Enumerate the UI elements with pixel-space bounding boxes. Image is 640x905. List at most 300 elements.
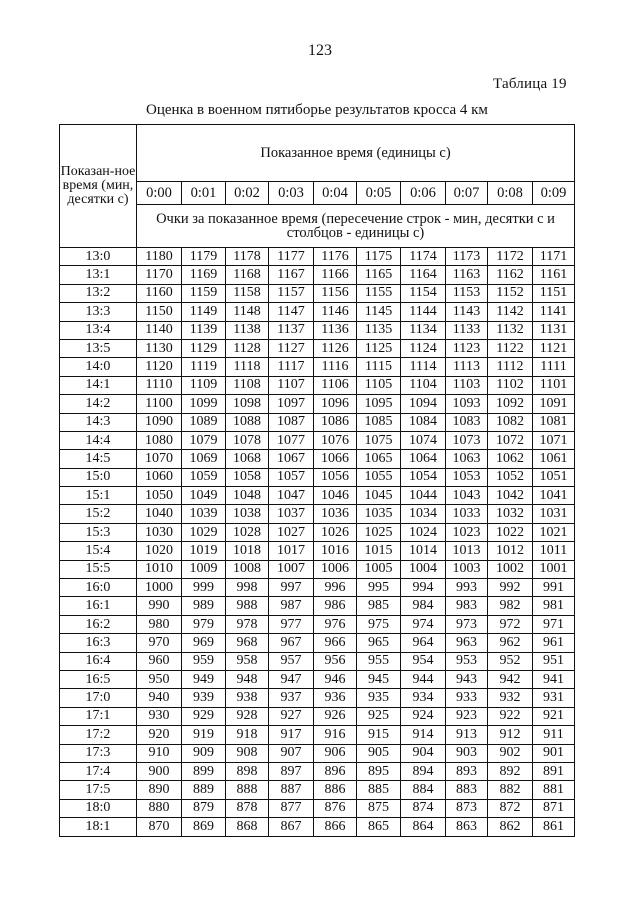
score-cell: 1064 [401, 450, 446, 468]
score-cell: 1004 [401, 560, 446, 578]
table-row [60, 634, 575, 652]
score-cell: 993 [446, 579, 488, 597]
score-cell: 1078 [226, 431, 269, 449]
score-cell: 889 [182, 781, 226, 799]
score-cell: 1130 [137, 339, 182, 357]
score-cell: 1033 [446, 505, 488, 523]
score-cell: 1050 [137, 487, 182, 505]
table-row [60, 303, 575, 321]
score-cell: 1019 [182, 542, 226, 560]
score-cell: 871 [533, 799, 575, 817]
score-cell: 904 [401, 744, 446, 762]
table-row [60, 487, 575, 505]
score-cell: 1030 [137, 523, 182, 541]
score-cell: 1003 [446, 560, 488, 578]
score-cell: 861 [533, 818, 575, 836]
score-cell: 905 [357, 744, 401, 762]
score-cell: 978 [226, 615, 269, 633]
score-cell: 1029 [182, 523, 226, 541]
score-cell: 992 [488, 579, 533, 597]
score-cell: 1000 [137, 579, 182, 597]
score-cell: 1160 [137, 284, 182, 302]
score-cell: 1136 [314, 321, 357, 339]
column-header: 0:09 [533, 182, 575, 205]
row-label: 13:4 [60, 321, 137, 339]
score-cell: 1116 [314, 358, 357, 376]
score-cell: 949 [182, 670, 226, 688]
score-cell: 1099 [182, 395, 226, 413]
score-cell: 971 [533, 615, 575, 633]
score-cell: 1115 [357, 358, 401, 376]
score-cell: 952 [488, 652, 533, 670]
score-cell: 963 [446, 634, 488, 652]
score-cell: 1148 [226, 303, 269, 321]
score-cell: 1112 [488, 358, 533, 376]
score-cell: 942 [488, 670, 533, 688]
score-cell: 878 [226, 799, 269, 817]
score-cell: 1174 [401, 248, 446, 266]
score-cell: 1114 [401, 358, 446, 376]
score-cell: 899 [182, 762, 226, 780]
score-cell: 1154 [401, 284, 446, 302]
score-cell: 925 [357, 707, 401, 725]
score-cell: 1077 [269, 431, 314, 449]
score-cell: 974 [401, 615, 446, 633]
score-cell: 881 [533, 781, 575, 799]
score-cell: 863 [446, 818, 488, 836]
score-cell: 891 [533, 762, 575, 780]
score-cell: 950 [137, 670, 182, 688]
score-cell: 1101 [533, 376, 575, 394]
score-cell: 907 [269, 744, 314, 762]
score-cell: 1151 [533, 284, 575, 302]
score-cell: 946 [314, 670, 357, 688]
row-label: 16:3 [60, 634, 137, 652]
score-cell: 1088 [226, 413, 269, 431]
score-cell: 917 [269, 726, 314, 744]
score-cell: 906 [314, 744, 357, 762]
score-cell: 1028 [226, 523, 269, 541]
score-cell: 1163 [446, 266, 488, 284]
score-cell: 1169 [182, 266, 226, 284]
table-row [60, 450, 575, 468]
score-cell: 1153 [446, 284, 488, 302]
score-cell: 911 [533, 726, 575, 744]
score-cell: 1170 [137, 266, 182, 284]
row-label: 18:0 [60, 799, 137, 817]
score-cell: 1069 [182, 450, 226, 468]
score-cell: 982 [488, 597, 533, 615]
score-cell: 1155 [357, 284, 401, 302]
row-label: 14:5 [60, 450, 137, 468]
score-cell: 1075 [357, 431, 401, 449]
score-cell: 1002 [488, 560, 533, 578]
row-label: 16:1 [60, 597, 137, 615]
score-cell: 1144 [401, 303, 446, 321]
score-cell: 1017 [269, 542, 314, 560]
score-cell: 1127 [269, 339, 314, 357]
score-cell: 958 [226, 652, 269, 670]
score-cell: 1062 [488, 450, 533, 468]
score-cell: 909 [182, 744, 226, 762]
score-cell: 883 [446, 781, 488, 799]
score-cell: 1021 [533, 523, 575, 541]
score-cell: 1124 [401, 339, 446, 357]
score-cell: 919 [182, 726, 226, 744]
score-cell: 892 [488, 762, 533, 780]
score-cell: 1119 [182, 358, 226, 376]
score-cell: 1172 [488, 248, 533, 266]
score-cell: 864 [401, 818, 446, 836]
score-cell: 996 [314, 579, 357, 597]
table-row [60, 523, 575, 541]
score-cell: 1121 [533, 339, 575, 357]
score-cell: 1138 [226, 321, 269, 339]
table-row [60, 542, 575, 560]
row-label: 14:0 [60, 358, 137, 376]
score-cell: 924 [401, 707, 446, 725]
score-cell: 1141 [533, 303, 575, 321]
score-cell: 1162 [488, 266, 533, 284]
score-cell: 1054 [401, 468, 446, 486]
score-cell: 968 [226, 634, 269, 652]
score-cell: 1175 [357, 248, 401, 266]
score-cell: 1111 [533, 358, 575, 376]
score-cell: 872 [488, 799, 533, 817]
row-label: 17:5 [60, 781, 137, 799]
table-row [60, 560, 575, 578]
row-label: 15:5 [60, 560, 137, 578]
score-cell: 1032 [488, 505, 533, 523]
score-cell: 981 [533, 597, 575, 615]
score-cell: 1133 [446, 321, 488, 339]
score-cell: 988 [226, 597, 269, 615]
score-cell: 1067 [269, 450, 314, 468]
table-row [60, 358, 575, 376]
score-cell: 880 [137, 799, 182, 817]
row-label: 14:1 [60, 376, 137, 394]
score-cell: 1026 [314, 523, 357, 541]
row-label: 15:2 [60, 505, 137, 523]
row-label: 16:2 [60, 615, 137, 633]
score-cell: 930 [137, 707, 182, 725]
score-cell: 955 [357, 652, 401, 670]
row-label: 13:5 [60, 339, 137, 357]
score-cell: 1110 [137, 376, 182, 394]
score-cell: 912 [488, 726, 533, 744]
score-cell: 985 [357, 597, 401, 615]
score-cell: 885 [357, 781, 401, 799]
row-label: 17:2 [60, 726, 137, 744]
table-row [60, 597, 575, 615]
score-cell: 1104 [401, 376, 446, 394]
table-row [60, 468, 575, 486]
row-label: 14:3 [60, 413, 137, 431]
score-cell: 986 [314, 597, 357, 615]
score-cell: 976 [314, 615, 357, 633]
table-row [60, 284, 575, 302]
score-cell: 895 [357, 762, 401, 780]
score-cell: 1031 [533, 505, 575, 523]
score-cell: 1006 [314, 560, 357, 578]
score-cell: 922 [488, 707, 533, 725]
score-cell: 1060 [137, 468, 182, 486]
table-row [60, 615, 575, 633]
score-cell: 1150 [137, 303, 182, 321]
score-cell: 1043 [446, 487, 488, 505]
table-row [60, 799, 575, 817]
score-cell: 1074 [401, 431, 446, 449]
score-cell: 1132 [488, 321, 533, 339]
score-cell: 1013 [446, 542, 488, 560]
score-cell: 1091 [533, 395, 575, 413]
score-cell: 979 [182, 615, 226, 633]
score-cell: 980 [137, 615, 182, 633]
score-cell: 984 [401, 597, 446, 615]
table-row [60, 376, 575, 394]
score-cell: 987 [269, 597, 314, 615]
score-cell: 932 [488, 689, 533, 707]
points-header: Очки за показанное время (пересечение строк - мин, десятки с и столбцов - единицы с) [137, 205, 575, 248]
score-cell: 1094 [401, 395, 446, 413]
score-cell: 1166 [314, 266, 357, 284]
column-header: 0:05 [357, 182, 401, 205]
row-label: 16:4 [60, 652, 137, 670]
score-cell: 1139 [182, 321, 226, 339]
score-cell: 1106 [314, 376, 357, 394]
score-cell: 1179 [182, 248, 226, 266]
score-cell: 1177 [269, 248, 314, 266]
score-cell: 937 [269, 689, 314, 707]
score-cell: 1125 [357, 339, 401, 357]
table-row [60, 781, 575, 799]
row-label: 13:2 [60, 284, 137, 302]
score-cell: 1089 [182, 413, 226, 431]
score-cell: 1095 [357, 395, 401, 413]
table-label: Таблица 19 [493, 76, 567, 92]
score-cell: 884 [401, 781, 446, 799]
score-cell: 1084 [401, 413, 446, 431]
score-cell: 931 [533, 689, 575, 707]
score-cell: 1048 [226, 487, 269, 505]
score-cell: 945 [357, 670, 401, 688]
score-cell: 935 [357, 689, 401, 707]
score-cell: 961 [533, 634, 575, 652]
score-cell: 1129 [182, 339, 226, 357]
score-cell: 1020 [137, 542, 182, 560]
score-cell: 1016 [314, 542, 357, 560]
score-cell: 1008 [226, 560, 269, 578]
score-cell: 1098 [226, 395, 269, 413]
column-header: 0:00 [137, 182, 182, 205]
score-cell: 1040 [137, 505, 182, 523]
score-cell: 960 [137, 652, 182, 670]
score-cell: 914 [401, 726, 446, 744]
score-cell: 890 [137, 781, 182, 799]
table-row [60, 818, 575, 836]
score-cell: 1117 [269, 358, 314, 376]
score-cell: 867 [269, 818, 314, 836]
score-cell: 1070 [137, 450, 182, 468]
score-cell: 994 [401, 579, 446, 597]
score-cell: 874 [401, 799, 446, 817]
score-cell: 1131 [533, 321, 575, 339]
row-label: 16:0 [60, 579, 137, 597]
score-cell: 983 [446, 597, 488, 615]
score-cell: 928 [226, 707, 269, 725]
table-row [60, 689, 575, 707]
score-cell: 999 [182, 579, 226, 597]
score-cell: 989 [182, 597, 226, 615]
score-cell: 990 [137, 597, 182, 615]
table-row [60, 431, 575, 449]
column-header-row [60, 182, 575, 205]
column-header: 0:08 [488, 182, 533, 205]
score-cell: 1015 [357, 542, 401, 560]
score-cell: 1049 [182, 487, 226, 505]
score-cell: 1071 [533, 431, 575, 449]
table-body [60, 248, 575, 837]
score-cell: 957 [269, 652, 314, 670]
row-label: 17:4 [60, 762, 137, 780]
score-cell: 1027 [269, 523, 314, 541]
score-cell: 970 [137, 634, 182, 652]
score-cell: 913 [446, 726, 488, 744]
score-cell: 947 [269, 670, 314, 688]
table-row [60, 670, 575, 688]
score-cell: 902 [488, 744, 533, 762]
score-cell: 966 [314, 634, 357, 652]
score-cell: 888 [226, 781, 269, 799]
score-cell: 944 [401, 670, 446, 688]
score-cell: 1045 [357, 487, 401, 505]
score-cell: 1092 [488, 395, 533, 413]
score-cell: 1001 [533, 560, 575, 578]
score-cell: 1018 [226, 542, 269, 560]
score-cell: 1135 [357, 321, 401, 339]
score-cell: 886 [314, 781, 357, 799]
score-cell: 1057 [269, 468, 314, 486]
score-cell: 1007 [269, 560, 314, 578]
score-cell: 956 [314, 652, 357, 670]
score-cell: 893 [446, 762, 488, 780]
score-cell: 866 [314, 818, 357, 836]
score-cell: 916 [314, 726, 357, 744]
score-cell: 929 [182, 707, 226, 725]
score-cell: 1086 [314, 413, 357, 431]
score-cell: 1164 [401, 266, 446, 284]
score-cell: 1140 [137, 321, 182, 339]
score-cell: 967 [269, 634, 314, 652]
score-cell: 908 [226, 744, 269, 762]
score-cell: 1120 [137, 358, 182, 376]
row-label: 15:1 [60, 487, 137, 505]
row-label: 15:3 [60, 523, 137, 541]
score-cell: 1079 [182, 431, 226, 449]
score-cell: 962 [488, 634, 533, 652]
score-cell: 1090 [137, 413, 182, 431]
score-cell: 1158 [226, 284, 269, 302]
table-row [60, 707, 575, 725]
score-cell: 1152 [488, 284, 533, 302]
score-cell: 1093 [446, 395, 488, 413]
score-cell: 1096 [314, 395, 357, 413]
score-cell: 1023 [446, 523, 488, 541]
score-cell: 868 [226, 818, 269, 836]
score-cell: 964 [401, 634, 446, 652]
score-cell: 1100 [137, 395, 182, 413]
score-cell: 915 [357, 726, 401, 744]
row-label: 14:4 [60, 431, 137, 449]
score-cell: 1039 [182, 505, 226, 523]
score-cell: 1102 [488, 376, 533, 394]
row-label: 15:0 [60, 468, 137, 486]
score-cell: 991 [533, 579, 575, 597]
table-row [60, 413, 575, 431]
score-cell: 1082 [488, 413, 533, 431]
score-cell: 1081 [533, 413, 575, 431]
score-cell: 1073 [446, 431, 488, 449]
score-cell: 1036 [314, 505, 357, 523]
score-cell: 1012 [488, 542, 533, 560]
score-cell: 1042 [488, 487, 533, 505]
score-cell: 951 [533, 652, 575, 670]
score-cell: 927 [269, 707, 314, 725]
score-cell: 995 [357, 579, 401, 597]
score-cell: 1178 [226, 248, 269, 266]
score-cell: 1022 [488, 523, 533, 541]
score-cell: 969 [182, 634, 226, 652]
row-label: 17:0 [60, 689, 137, 707]
score-cell: 901 [533, 744, 575, 762]
row-label: 17:3 [60, 744, 137, 762]
score-cell: 1080 [137, 431, 182, 449]
score-cell: 939 [182, 689, 226, 707]
row-header: Показан-ное время (мин, десятки с) [60, 125, 137, 248]
score-cell: 1176 [314, 248, 357, 266]
score-cell: 1161 [533, 266, 575, 284]
score-cell: 1066 [314, 450, 357, 468]
score-table [59, 124, 575, 837]
page-number: 123 [308, 42, 332, 59]
score-cell: 894 [401, 762, 446, 780]
score-cell: 1009 [182, 560, 226, 578]
score-cell: 1055 [357, 468, 401, 486]
score-cell: 1126 [314, 339, 357, 357]
score-cell: 1053 [446, 468, 488, 486]
score-cell: 1035 [357, 505, 401, 523]
score-cell: 1118 [226, 358, 269, 376]
score-cell: 1065 [357, 450, 401, 468]
column-header: 0:01 [182, 182, 226, 205]
score-cell: 923 [446, 707, 488, 725]
table-row [60, 726, 575, 744]
score-cell: 938 [226, 689, 269, 707]
score-cell: 975 [357, 615, 401, 633]
score-cell: 1058 [226, 468, 269, 486]
score-cell: 882 [488, 781, 533, 799]
score-cell: 977 [269, 615, 314, 633]
score-cell: 887 [269, 781, 314, 799]
row-label: 13:0 [60, 248, 137, 266]
score-cell: 1134 [401, 321, 446, 339]
score-cell: 1052 [488, 468, 533, 486]
score-cell: 941 [533, 670, 575, 688]
score-cell: 933 [446, 689, 488, 707]
score-cell: 1113 [446, 358, 488, 376]
score-cell: 1024 [401, 523, 446, 541]
score-cell: 934 [401, 689, 446, 707]
